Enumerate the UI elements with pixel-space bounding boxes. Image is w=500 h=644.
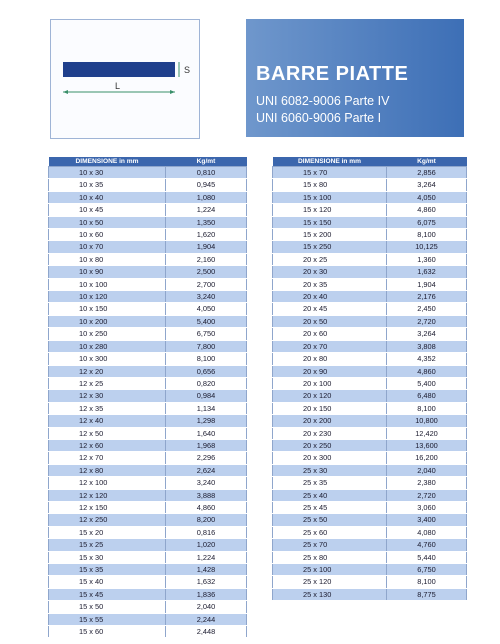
weight-cell: 2,700 [166, 278, 247, 290]
table-row [273, 377, 467, 389]
weight-cell: 6,075 [387, 216, 467, 228]
table-row [49, 216, 247, 228]
weight-cell: 0,945 [166, 179, 247, 191]
weight-cell: 10,125 [387, 241, 467, 253]
weight-cell: 2,720 [387, 489, 467, 501]
dimension-cell: 20 x 100 [273, 377, 387, 389]
standard-reference-2: UNI 6060-9006 Parte I [256, 111, 382, 125]
weight-cell: 1,632 [387, 266, 467, 278]
dimension-cell: 10 x 120 [49, 291, 166, 303]
weight-cell: 8,100 [387, 229, 467, 241]
table-row [273, 588, 467, 600]
column-header-weight: Kg/mt [166, 157, 247, 167]
table-row [273, 464, 467, 476]
page-title: BARRE PIATTE [256, 63, 409, 85]
table-row [49, 377, 247, 389]
dimension-cell: 20 x 200 [273, 415, 387, 427]
weights-table-left [48, 157, 247, 638]
table-row [49, 601, 247, 613]
dimension-cell: 20 x 60 [273, 328, 387, 340]
weight-cell: 3,264 [387, 328, 467, 340]
dimension-cell: 10 x 200 [49, 315, 166, 327]
dimension-cell: 15 x 100 [273, 191, 387, 203]
table-row [49, 439, 247, 451]
dimension-cell: 15 x 45 [49, 588, 166, 600]
dimension-cell: 15 x 200 [273, 229, 387, 241]
table-row [49, 489, 247, 501]
weight-cell: 6,750 [387, 564, 467, 576]
weight-cell: 1,836 [166, 588, 247, 600]
dimension-cell: 10 x 30 [49, 167, 166, 179]
dimension-cell: 12 x 20 [49, 365, 166, 377]
dimension-cell: 15 x 35 [49, 564, 166, 576]
dimension-cell: 15 x 50 [49, 601, 166, 613]
dimension-cell: 10 x 80 [49, 253, 166, 265]
weight-cell: 0,656 [166, 365, 247, 377]
weight-cell: 3,060 [387, 501, 467, 513]
dimension-cell: 15 x 30 [49, 551, 166, 563]
table-row [273, 439, 467, 451]
table-row [49, 291, 247, 303]
weight-cell: 8,100 [166, 353, 247, 365]
dimension-cell: 20 x 40 [273, 291, 387, 303]
weights-table-right [272, 157, 467, 601]
dimension-cell: 20 x 230 [273, 427, 387, 439]
table-row [273, 489, 467, 501]
table-row [49, 539, 247, 551]
weight-cell: 2,500 [166, 266, 247, 278]
table-row [49, 564, 247, 576]
dimension-cell: 25 x 130 [273, 588, 387, 600]
dimension-cell: 15 x 70 [273, 167, 387, 179]
weight-cell: 2,160 [166, 253, 247, 265]
weight-cell: 6,480 [387, 390, 467, 402]
column-header-dimension: DIMENSIONE in mm [273, 157, 387, 167]
length-label: L [115, 81, 121, 91]
dimension-cell: 10 x 50 [49, 216, 166, 228]
dimension-cell: 20 x 80 [273, 353, 387, 365]
dimension-cell: 10 x 300 [49, 353, 166, 365]
weight-cell: 2,856 [387, 167, 467, 179]
table-row [49, 365, 247, 377]
table-row [49, 315, 247, 327]
table-row [49, 266, 247, 278]
dimension-cell: 10 x 90 [49, 266, 166, 278]
table-row [49, 204, 247, 216]
table-row [49, 167, 247, 179]
dimension-cell: 10 x 70 [49, 241, 166, 253]
table-row [273, 514, 467, 526]
dimension-cell: 15 x 60 [49, 626, 166, 638]
weight-cell: 0,820 [166, 377, 247, 389]
arrow-left-icon [63, 90, 68, 94]
weight-cell: 1,904 [166, 241, 247, 253]
table-row [273, 551, 467, 563]
weight-cell: 2,448 [166, 626, 247, 638]
table-row [273, 266, 467, 278]
weight-cell: 2,380 [387, 477, 467, 489]
dimension-cell: 10 x 45 [49, 204, 166, 216]
weight-cell: 4,860 [166, 501, 247, 513]
dimension-cell: 25 x 60 [273, 526, 387, 538]
table-row [49, 303, 247, 315]
table-row [273, 452, 467, 464]
dimension-cell: 25 x 35 [273, 477, 387, 489]
weight-cell: 1,134 [166, 402, 247, 414]
dimension-cell: 12 x 60 [49, 439, 166, 451]
table-row [273, 179, 467, 191]
dimension-cell: 20 x 90 [273, 365, 387, 377]
weight-cell: 4,050 [387, 191, 467, 203]
dimension-cell: 20 x 45 [273, 303, 387, 315]
dimension-cell: 25 x 45 [273, 501, 387, 513]
table-row [49, 353, 247, 365]
dimension-cell: 12 x 100 [49, 477, 166, 489]
weight-cell: 1,020 [166, 539, 247, 551]
dimension-cell: 15 x 25 [49, 539, 166, 551]
table-row [273, 365, 467, 377]
dimension-cell: 25 x 70 [273, 539, 387, 551]
weight-cell: 8,100 [387, 402, 467, 414]
standard-reference-1: UNI 6082-9006 Parte IV [256, 94, 390, 108]
table-row [273, 501, 467, 513]
weight-cell: 5,440 [387, 551, 467, 563]
weight-cell: 2,040 [387, 464, 467, 476]
dimension-cell: 12 x 70 [49, 452, 166, 464]
table-row [49, 328, 247, 340]
table-row [49, 402, 247, 414]
table-row [49, 576, 247, 588]
table-row [273, 315, 467, 327]
weight-cell: 4,760 [387, 539, 467, 551]
dimension-cell: 10 x 100 [49, 278, 166, 290]
table-row [49, 626, 247, 638]
table-row [273, 191, 467, 203]
dimension-cell: 25 x 120 [273, 576, 387, 588]
weight-cell: 3,400 [387, 514, 467, 526]
dimension-cell: 25 x 40 [273, 489, 387, 501]
flat-bar-drawing [51, 20, 199, 138]
weight-cell: 2,720 [387, 315, 467, 327]
dimension-cell: 10 x 150 [49, 303, 166, 315]
weight-cell: 5,400 [166, 315, 247, 327]
weight-cell: 6,750 [166, 328, 247, 340]
table-row [49, 464, 247, 476]
table-row [49, 514, 247, 526]
table-row [49, 340, 247, 352]
table-row [273, 167, 467, 179]
table-row [49, 253, 247, 265]
flat-bar-shape [63, 62, 175, 77]
dimension-cell: 25 x 50 [273, 514, 387, 526]
table-row [273, 576, 467, 588]
table-row [273, 427, 467, 439]
table-row [273, 291, 467, 303]
title-banner [246, 19, 464, 137]
weight-cell: 1,968 [166, 439, 247, 451]
table-row [273, 303, 467, 315]
weight-cell: 1,428 [166, 564, 247, 576]
dimension-cell: 25 x 100 [273, 564, 387, 576]
weight-cell: 1,620 [166, 229, 247, 241]
dimension-cell: 20 x 25 [273, 253, 387, 265]
dimension-cell: 15 x 150 [273, 216, 387, 228]
dimension-cell: 20 x 120 [273, 390, 387, 402]
dimension-cell: 15 x 120 [273, 204, 387, 216]
weight-cell: 1,904 [387, 278, 467, 290]
weight-cell: 12,420 [387, 427, 467, 439]
dimension-cell: 25 x 80 [273, 551, 387, 563]
weight-cell: 1,640 [166, 427, 247, 439]
weight-cell: 4,080 [387, 526, 467, 538]
table-row [49, 278, 247, 290]
table-row [273, 477, 467, 489]
weight-cell: 1,224 [166, 204, 247, 216]
table-row [273, 204, 467, 216]
table-row [273, 526, 467, 538]
dimension-cell: 20 x 300 [273, 452, 387, 464]
table-row [273, 253, 467, 265]
table-row [49, 452, 247, 464]
table-row [49, 241, 247, 253]
weight-cell: 2,450 [387, 303, 467, 315]
weight-cell: 13,600 [387, 439, 467, 451]
weight-cell: 3,888 [166, 489, 247, 501]
table-row [49, 526, 247, 538]
table-header-row [273, 157, 467, 167]
table-row [273, 340, 467, 352]
weight-cell: 0,810 [166, 167, 247, 179]
weight-cell: 8,200 [166, 514, 247, 526]
dimension-cell: 15 x 80 [273, 179, 387, 191]
dimension-cell: 12 x 25 [49, 377, 166, 389]
dimension-cell: 20 x 150 [273, 402, 387, 414]
dimension-cell: 20 x 70 [273, 340, 387, 352]
weight-cell: 8,100 [387, 576, 467, 588]
dimension-cell: 12 x 120 [49, 489, 166, 501]
dimension-cell: 15 x 40 [49, 576, 166, 588]
weight-cell: 3,808 [387, 340, 467, 352]
table-row [49, 229, 247, 241]
weight-cell: 1,632 [166, 576, 247, 588]
dimension-cell: 12 x 150 [49, 501, 166, 513]
table-row [273, 539, 467, 551]
weight-cell: 10,800 [387, 415, 467, 427]
table-row [273, 353, 467, 365]
weight-cell: 2,296 [166, 452, 247, 464]
table-row [49, 390, 247, 402]
weight-cell: 4,050 [166, 303, 247, 315]
table-row [273, 564, 467, 576]
table-row [49, 415, 247, 427]
weight-cell: 7,800 [166, 340, 247, 352]
weight-cell: 3,240 [166, 477, 247, 489]
column-header-weight: Kg/mt [387, 157, 467, 167]
weight-cell: 1,360 [387, 253, 467, 265]
weight-cell: 4,860 [387, 204, 467, 216]
table-row [273, 390, 467, 402]
table-row [273, 328, 467, 340]
flat-bar-diagram [50, 19, 200, 139]
dimension-cell: 10 x 60 [49, 229, 166, 241]
dimension-cell: 12 x 250 [49, 514, 166, 526]
table-row [49, 501, 247, 513]
weight-cell: 2,624 [166, 464, 247, 476]
table-row [273, 415, 467, 427]
weight-cell: 1,350 [166, 216, 247, 228]
dimension-cell: 15 x 55 [49, 613, 166, 625]
table-row [49, 179, 247, 191]
dimension-cell: 10 x 40 [49, 191, 166, 203]
table-row [273, 241, 467, 253]
dimension-cell: 12 x 50 [49, 427, 166, 439]
table-row [49, 613, 247, 625]
weight-cell: 4,860 [387, 365, 467, 377]
dimension-cell: 10 x 35 [49, 179, 166, 191]
table-row [273, 402, 467, 414]
dimension-cell: 10 x 250 [49, 328, 166, 340]
weight-cell: 5,400 [387, 377, 467, 389]
column-header-dimension: DIMENSIONE in mm [49, 157, 166, 167]
weight-cell: 3,264 [387, 179, 467, 191]
dimension-cell: 20 x 35 [273, 278, 387, 290]
weight-cell: 3,240 [166, 291, 247, 303]
dimension-cell: 12 x 30 [49, 390, 166, 402]
table-row [273, 229, 467, 241]
weight-cell: 2,040 [166, 601, 247, 613]
dimension-cell: 20 x 250 [273, 439, 387, 451]
table-row [49, 191, 247, 203]
thickness-label: S [184, 65, 191, 75]
weight-cell: 1,224 [166, 551, 247, 563]
dimension-cell: 10 x 280 [49, 340, 166, 352]
weight-cell: 2,244 [166, 613, 247, 625]
weight-cell: 1,080 [166, 191, 247, 203]
weight-cell: 0,816 [166, 526, 247, 538]
table-row [49, 588, 247, 600]
dimension-cell: 15 x 250 [273, 241, 387, 253]
dimension-cell: 15 x 20 [49, 526, 166, 538]
weight-cell: 1,298 [166, 415, 247, 427]
table-header-row [49, 157, 247, 167]
table-row [49, 427, 247, 439]
table-row [49, 477, 247, 489]
weight-cell: 4,352 [387, 353, 467, 365]
weight-cell: 16,200 [387, 452, 467, 464]
dimension-cell: 12 x 40 [49, 415, 166, 427]
table-row [273, 216, 467, 228]
dimension-cell: 20 x 50 [273, 315, 387, 327]
dimension-cell: 12 x 80 [49, 464, 166, 476]
dimension-cell: 20 x 30 [273, 266, 387, 278]
weight-cell: 8,775 [387, 588, 467, 600]
dimension-cell: 12 x 35 [49, 402, 166, 414]
arrow-right-icon [170, 90, 175, 94]
table-row [49, 551, 247, 563]
weight-cell: 0,984 [166, 390, 247, 402]
dimension-cell: 25 x 30 [273, 464, 387, 476]
table-row [273, 278, 467, 290]
weight-cell: 2,176 [387, 291, 467, 303]
